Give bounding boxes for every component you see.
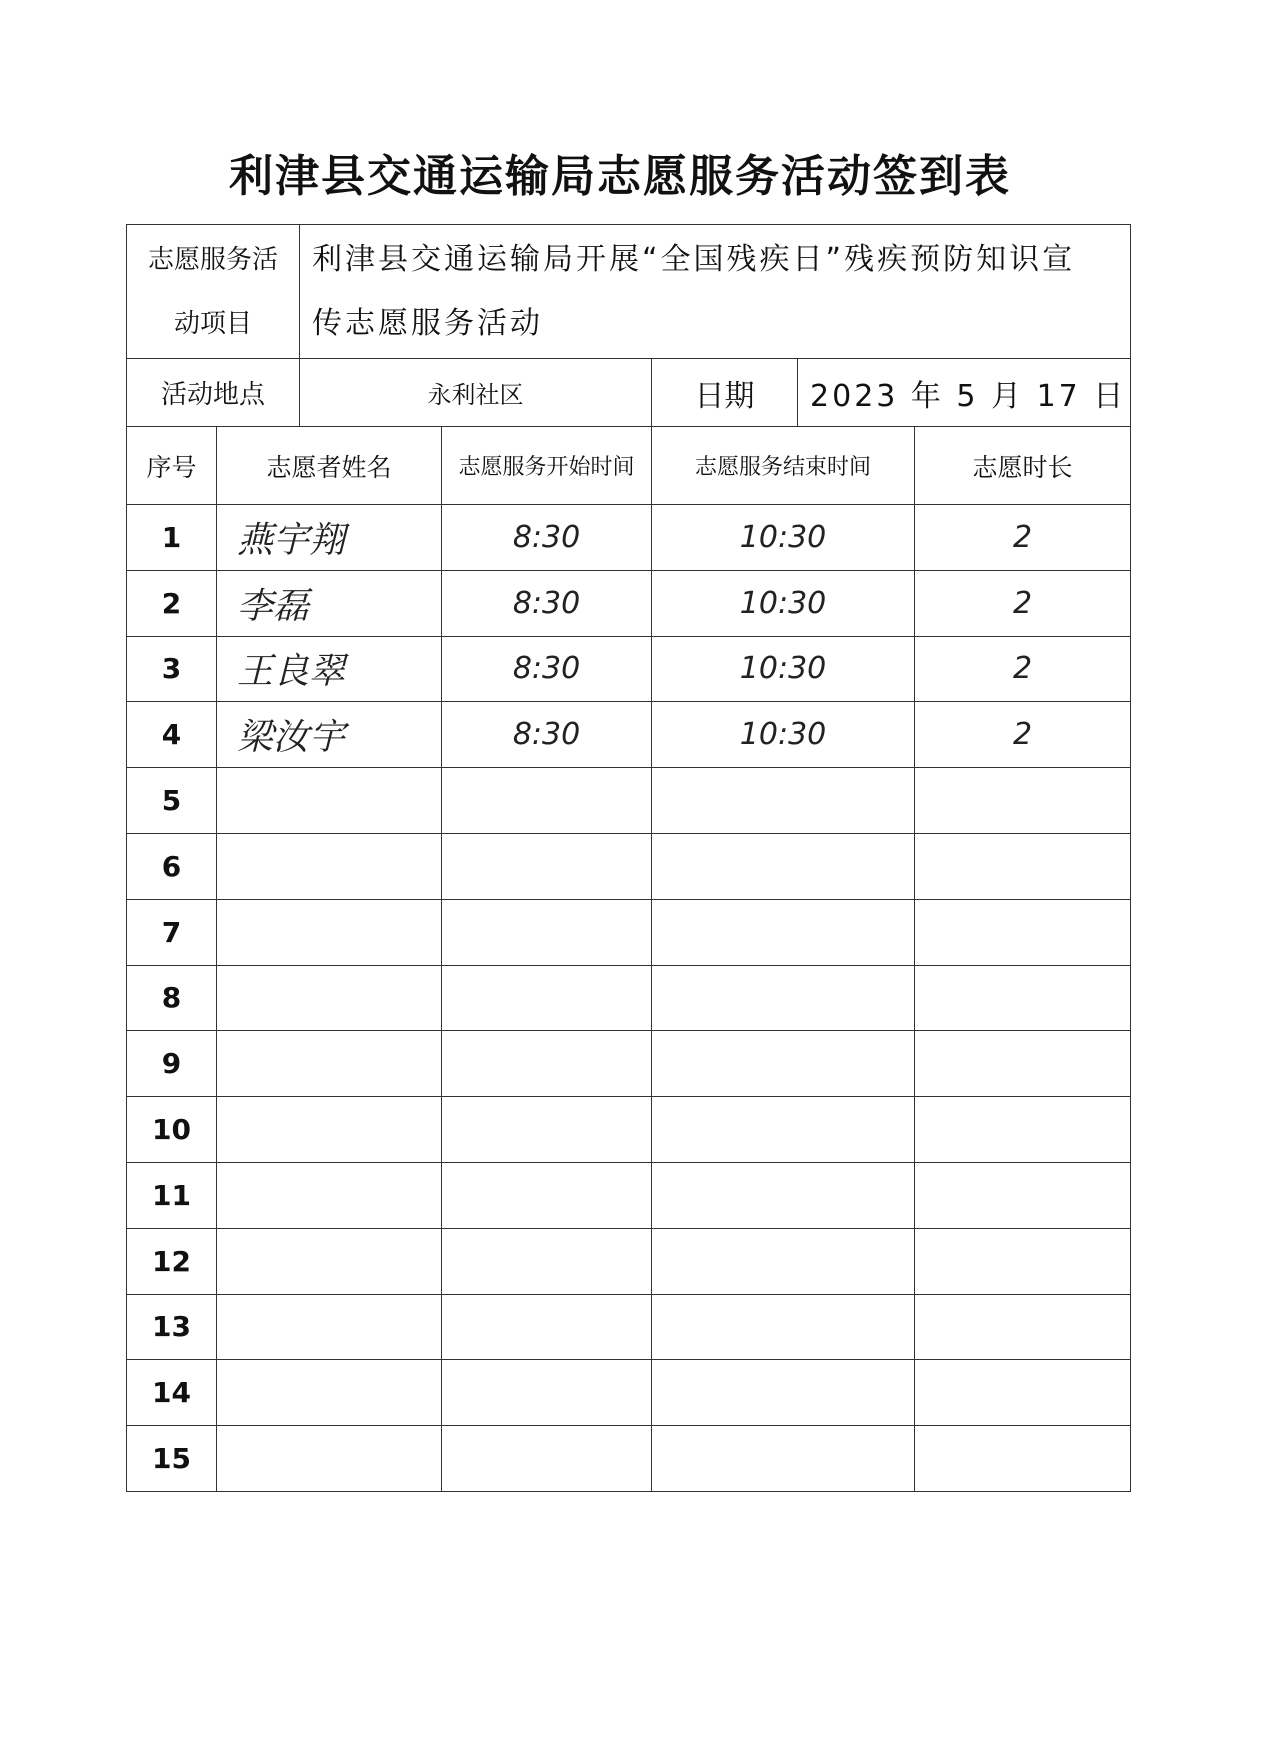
row-duration — [915, 1294, 1131, 1360]
row-start-time: 8:30 — [442, 570, 652, 636]
header-row — [127, 427, 1131, 505]
row-seq: 5 — [127, 768, 217, 834]
header-name: 志愿者姓名 — [217, 427, 442, 505]
row-seq: 9 — [127, 1031, 217, 1097]
row-duration — [915, 833, 1131, 899]
row-volunteer-name: 梁汝宇 — [217, 702, 442, 768]
row-start-time — [442, 1097, 652, 1163]
row-volunteer-name — [217, 1360, 442, 1426]
row-end-time — [652, 1360, 915, 1426]
row-end-time — [652, 1097, 915, 1163]
table-row — [127, 1360, 1131, 1426]
table-row — [127, 965, 1131, 1031]
row-seq: 3 — [127, 636, 217, 702]
row-seq: 6 — [127, 833, 217, 899]
table-row — [127, 636, 1131, 702]
row-end-time: 10:30 — [652, 702, 915, 768]
row-start-time — [442, 768, 652, 834]
row-duration: 2 — [915, 505, 1131, 571]
row-start-time — [442, 1294, 652, 1360]
project-label-line1: 志愿服务活 — [148, 244, 279, 275]
date-value: 2023 年 5 月 17 日 — [798, 359, 1131, 427]
table-row — [127, 833, 1131, 899]
row-start-time: 8:30 — [442, 702, 652, 768]
row-end-time — [652, 1426, 915, 1492]
row-volunteer-name — [217, 1097, 442, 1163]
row-end-time: 10:30 — [652, 636, 915, 702]
table-row — [127, 570, 1131, 636]
row-start-time — [442, 1426, 652, 1492]
row-end-time — [652, 899, 915, 965]
row-end-time — [652, 833, 915, 899]
row-volunteer-name — [217, 965, 442, 1031]
row-start-time — [442, 833, 652, 899]
row-duration — [915, 899, 1131, 965]
location-date-row — [127, 359, 1131, 427]
sign-in-table — [126, 224, 1131, 1492]
project-value — [300, 225, 1131, 359]
row-duration — [915, 768, 1131, 834]
row-end-time — [652, 1162, 915, 1228]
row-start-time — [442, 965, 652, 1031]
row-seq: 11 — [127, 1162, 217, 1228]
row-end-time: 10:30 — [652, 505, 915, 571]
table-row — [127, 768, 1131, 834]
row-duration — [915, 1228, 1131, 1294]
location-value: 永利社区 — [300, 359, 652, 427]
row-seq: 7 — [127, 899, 217, 965]
row-duration — [915, 1097, 1131, 1163]
row-end-time — [652, 1294, 915, 1360]
row-start-time — [442, 899, 652, 965]
row-duration — [915, 1426, 1131, 1492]
row-seq: 13 — [127, 1294, 217, 1360]
project-label — [127, 225, 300, 359]
row-start-time — [442, 1031, 652, 1097]
row-volunteer-name — [217, 1031, 442, 1097]
table-row — [127, 1228, 1131, 1294]
row-end-time — [652, 1031, 915, 1097]
row-seq: 14 — [127, 1360, 217, 1426]
row-seq: 12 — [127, 1228, 217, 1294]
row-end-time — [652, 768, 915, 834]
row-volunteer-name: 李磊 — [217, 570, 442, 636]
row-start-time — [442, 1360, 652, 1426]
row-seq: 2 — [127, 570, 217, 636]
row-volunteer-name — [217, 1228, 442, 1294]
header-duration: 志愿时长 — [915, 427, 1131, 505]
table-row — [127, 1097, 1131, 1163]
project-value-line1: 利津县交通运输局开展“全国残疾日”残疾预防知识宣 — [312, 241, 1076, 277]
row-end-time: 10:30 — [652, 570, 915, 636]
date-label: 日期 — [652, 359, 798, 427]
row-volunteer-name: 王良翠 — [217, 636, 442, 702]
row-volunteer-name — [217, 1294, 442, 1360]
row-seq: 4 — [127, 702, 217, 768]
project-label-line2: 动项目 — [174, 308, 253, 339]
row-start-time: 8:30 — [442, 505, 652, 571]
row-volunteer-name — [217, 768, 442, 834]
row-duration — [915, 1162, 1131, 1228]
row-volunteer-name: 燕宇翔 — [217, 505, 442, 571]
location-label: 活动地点 — [127, 359, 300, 427]
row-start-time — [442, 1228, 652, 1294]
table-row — [127, 899, 1131, 965]
row-start-time — [442, 1162, 652, 1228]
row-volunteer-name — [217, 833, 442, 899]
row-duration — [915, 1360, 1131, 1426]
row-duration — [915, 965, 1131, 1031]
table-row — [127, 1426, 1131, 1492]
table-row — [127, 505, 1131, 571]
header-start: 志愿服务开始时间 — [442, 427, 652, 505]
header-end: 志愿服务结束时间 — [652, 427, 915, 505]
row-volunteer-name — [217, 899, 442, 965]
header-seq: 序号 — [127, 427, 217, 505]
row-end-time — [652, 965, 915, 1031]
row-start-time: 8:30 — [442, 636, 652, 702]
row-duration: 2 — [915, 570, 1131, 636]
row-duration — [915, 1031, 1131, 1097]
table-row — [127, 702, 1131, 768]
row-end-time — [652, 1228, 915, 1294]
project-value-line2: 传志愿服务活动 — [312, 305, 544, 341]
row-duration: 2 — [915, 636, 1131, 702]
row-volunteer-name — [217, 1426, 442, 1492]
table-row — [127, 1162, 1131, 1228]
row-seq: 8 — [127, 965, 217, 1031]
row-duration: 2 — [915, 702, 1131, 768]
project-row — [127, 225, 1131, 359]
row-volunteer-name — [217, 1162, 442, 1228]
table-row — [127, 1031, 1131, 1097]
row-seq: 15 — [127, 1426, 217, 1492]
page-title: 利津县交通运输局志愿服务活动签到表 — [229, 151, 1011, 202]
row-seq: 10 — [127, 1097, 217, 1163]
table-row — [127, 1294, 1131, 1360]
row-seq: 1 — [127, 505, 217, 571]
